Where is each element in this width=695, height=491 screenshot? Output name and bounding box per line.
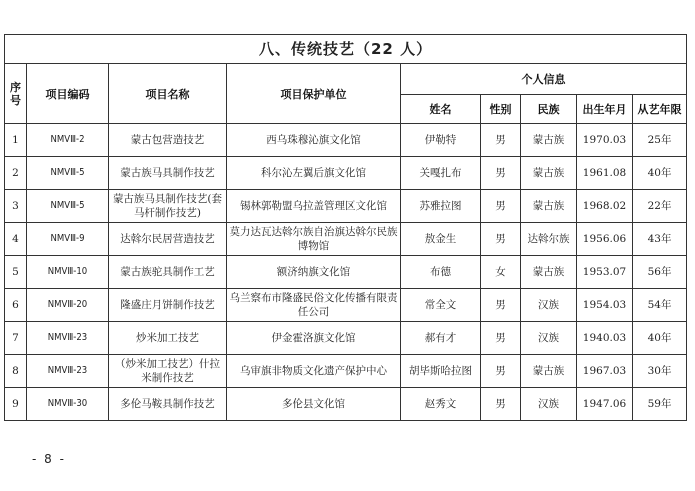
- cell-project-name: 蒙古族马具制作技艺(套马杆制作技艺): [109, 190, 227, 223]
- heritage-table: [4, 34, 687, 421]
- cell-protection-unit: 乌审旗非物质文化遗产保护中心: [227, 355, 401, 388]
- page-number: - 8 -: [32, 452, 66, 466]
- cell-birth: 1961.08: [577, 157, 633, 190]
- cell-ethnicity: 蒙古族: [521, 355, 577, 388]
- header-personal-info: 个人信息: [401, 64, 687, 95]
- cell-gender: 男: [481, 289, 521, 322]
- cell-gender: 男: [481, 322, 521, 355]
- cell-project-name: 炒米加工技艺: [109, 322, 227, 355]
- cell-years: 22年: [633, 190, 687, 223]
- cell-gender: 女: [481, 256, 521, 289]
- cell-ethnicity: 达斡尔族: [521, 223, 577, 256]
- header-name: 项目名称: [109, 64, 227, 124]
- cell-person-name: 赵秀文: [401, 388, 481, 421]
- table-row: [5, 355, 687, 388]
- cell-project-name: 多伦马鞍具制作技艺: [109, 388, 227, 421]
- cell-birth: 1970.03: [577, 124, 633, 157]
- cell-birth: 1968.02: [577, 190, 633, 223]
- cell-protection-unit: 额济纳旗文化馆: [227, 256, 401, 289]
- cell-person-name: 伊勒特: [401, 124, 481, 157]
- table-row: [5, 223, 687, 256]
- header-index: 序号: [5, 64, 27, 124]
- heritage-table-sheet: [4, 34, 687, 421]
- header-ethnicity: 民族: [521, 95, 577, 124]
- cell-years: 43年: [633, 223, 687, 256]
- cell-protection-unit: 乌兰察布市隆盛民俗文化传播有限责任公司: [227, 289, 401, 322]
- cell-ethnicity: 汉族: [521, 289, 577, 322]
- cell-ethnicity: 汉族: [521, 388, 577, 421]
- cell-gender: 男: [481, 223, 521, 256]
- cell-project-name: 蒙古族马具制作技艺: [109, 157, 227, 190]
- header-years: 从艺年限: [633, 95, 687, 124]
- cell-birth: 1940.03: [577, 322, 633, 355]
- cell-code: NMVⅢ-20: [27, 289, 109, 322]
- cell-protection-unit: 科尔沁左翼后旗文化馆: [227, 157, 401, 190]
- cell-project-name: 蒙古族驼具制作工艺: [109, 256, 227, 289]
- cell-code: NMVⅢ-5: [27, 190, 109, 223]
- header-person: 姓名: [401, 95, 481, 124]
- cell-code: NMVⅢ-2: [27, 124, 109, 157]
- cell-index: 9: [5, 388, 27, 421]
- cell-protection-unit: 莫力达瓦达斡尔族自治旗达斡尔民族博物馆: [227, 223, 401, 256]
- cell-person-name: 郝有才: [401, 322, 481, 355]
- cell-ethnicity: 蒙古族: [521, 190, 577, 223]
- cell-index: 5: [5, 256, 27, 289]
- cell-person-name: 关嘎扎布: [401, 157, 481, 190]
- header-unit: 项目保护单位: [227, 64, 401, 124]
- table-row: [5, 157, 687, 190]
- cell-index: 4: [5, 223, 27, 256]
- cell-ethnicity: 蒙古族: [521, 256, 577, 289]
- table-row: [5, 256, 687, 289]
- table-row: [5, 190, 687, 223]
- header-code: 项目编码: [27, 64, 109, 124]
- cell-years: 56年: [633, 256, 687, 289]
- cell-years: 59年: [633, 388, 687, 421]
- cell-index: 2: [5, 157, 27, 190]
- cell-index: 6: [5, 289, 27, 322]
- cell-birth: 1953.07: [577, 256, 633, 289]
- cell-person-name: 苏雅拉图: [401, 190, 481, 223]
- cell-project-name: 蒙古包营造技艺: [109, 124, 227, 157]
- cell-ethnicity: 蒙古族: [521, 157, 577, 190]
- cell-person-name: 布德: [401, 256, 481, 289]
- table-title: 八、传统技艺（22 人）: [5, 35, 687, 64]
- cell-code: NMVⅢ-23: [27, 355, 109, 388]
- cell-protection-unit: 多伦县文化馆: [227, 388, 401, 421]
- cell-years: 40年: [633, 322, 687, 355]
- cell-gender: 男: [481, 190, 521, 223]
- cell-index: 3: [5, 190, 27, 223]
- cell-code: NMVⅢ-23: [27, 322, 109, 355]
- header-gender: 性别: [481, 95, 521, 124]
- cell-project-name: 隆盛庄月饼制作技艺: [109, 289, 227, 322]
- cell-ethnicity: 蒙古族: [521, 124, 577, 157]
- header-birth: 出生年月: [577, 95, 633, 124]
- cell-person-name: 敖金生: [401, 223, 481, 256]
- cell-code: NMVⅢ-5: [27, 157, 109, 190]
- table-row: [5, 388, 687, 421]
- cell-ethnicity: 汉族: [521, 322, 577, 355]
- cell-years: 25年: [633, 124, 687, 157]
- cell-index: 8: [5, 355, 27, 388]
- cell-gender: 男: [481, 157, 521, 190]
- cell-person-name: 胡毕斯哈拉图: [401, 355, 481, 388]
- cell-code: NMVⅢ-9: [27, 223, 109, 256]
- cell-birth: 1947.06: [577, 388, 633, 421]
- cell-gender: 男: [481, 355, 521, 388]
- cell-code: NMVⅢ-30: [27, 388, 109, 421]
- cell-person-name: 常全文: [401, 289, 481, 322]
- cell-years: 40年: [633, 157, 687, 190]
- cell-index: 1: [5, 124, 27, 157]
- cell-birth: 1967.03: [577, 355, 633, 388]
- cell-project-name: 达斡尔民居营造技艺: [109, 223, 227, 256]
- cell-years: 54年: [633, 289, 687, 322]
- cell-protection-unit: 西乌珠穆沁旗文化馆: [227, 124, 401, 157]
- cell-gender: 男: [481, 124, 521, 157]
- cell-years: 30年: [633, 355, 687, 388]
- cell-index: 7: [5, 322, 27, 355]
- cell-project-name: （炒米加工技艺）什拉米制作技艺: [109, 355, 227, 388]
- cell-birth: 1954.03: [577, 289, 633, 322]
- cell-code: NMVⅢ-10: [27, 256, 109, 289]
- table-row: [5, 289, 687, 322]
- cell-protection-unit: 锡林郭勒盟乌拉盖管理区文化馆: [227, 190, 401, 223]
- cell-gender: 男: [481, 388, 521, 421]
- cell-protection-unit: 伊金霍洛旗文化馆: [227, 322, 401, 355]
- cell-birth: 1956.06: [577, 223, 633, 256]
- table-row: [5, 322, 687, 355]
- table-row: [5, 124, 687, 157]
